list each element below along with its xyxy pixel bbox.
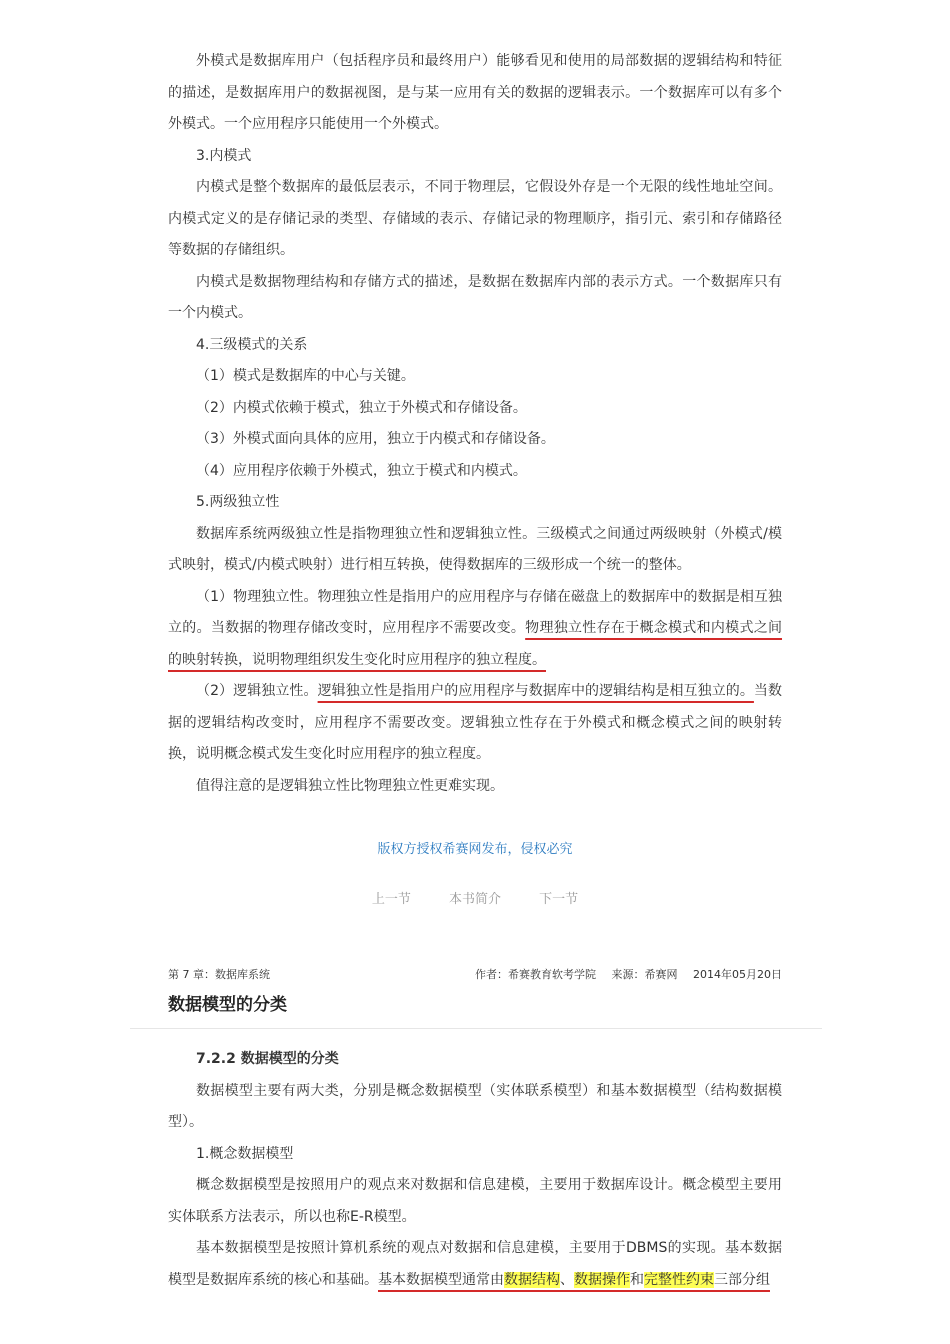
separator-comma: 、 bbox=[560, 1271, 574, 1288]
paragraph-conceptual-model: 概念数据模型是按照用户的观点来对数据和信息建模，主要用于数据库设计。概念模型主要用实体联系方法表示，所以也称E-R模型。 bbox=[168, 1177, 782, 1225]
relation-item-4: （4）应用程序依赖于外模式，独立于模式和内模式。 bbox=[196, 462, 527, 479]
article-body bbox=[168, 46, 782, 802]
title-divider bbox=[130, 1028, 822, 1029]
date-label: 2014年05月20日 bbox=[693, 968, 782, 981]
basic-model-suffix: 三部分组 bbox=[714, 1271, 770, 1288]
separator-and: 和 bbox=[630, 1271, 644, 1288]
paragraph-physical-independence bbox=[168, 582, 782, 677]
highlight-data-structure: 数据结构 bbox=[504, 1271, 560, 1288]
heading-internal-schema: 3.内模式 bbox=[196, 147, 252, 164]
highlight-integrity-constraint: 完整性约束 bbox=[644, 1271, 714, 1288]
highlight-data-operation: 数据操作 bbox=[574, 1271, 630, 1288]
logical-label: （2）逻辑独立性。 bbox=[196, 683, 318, 699]
relation-item-2: （2）内模式依赖于模式，独立于外模式和存储设备。 bbox=[196, 399, 527, 416]
paragraph-model-types: 数据模型主要有两大类，分别是概念数据模型（实体联系模型）和基本数据模型（结构数据模型）。 bbox=[168, 1082, 782, 1130]
relation-item-1: （1）模式是数据库的中心与关键。 bbox=[196, 368, 415, 384]
basic-model-underlined bbox=[378, 1272, 770, 1288]
copyright-notice: 版权方授权希赛网发布，侵权必究 bbox=[377, 842, 573, 857]
physical-text: （1）物理独立性。物理独立性是指用户的应用程序与存储在磁盘上的数据库中的数据是相互独立的。当数据的物理存储改变时，应用程序不需要改变。 bbox=[168, 588, 782, 636]
section-title: 数据模型的分类 bbox=[168, 995, 287, 1015]
prev-section-link[interactable]: 上一节 bbox=[371, 892, 411, 907]
section-subhead: 7.2.2 数据模型的分类 bbox=[196, 1051, 339, 1067]
article-body-2 bbox=[168, 1044, 782, 1296]
heading-independence: 5.两级独立性 bbox=[196, 494, 280, 510]
paragraph-external-schema: 外模式是数据库用户（包括程序员和最终用户）能够看见和使用的局部数据的逻辑结构和特征的描述，是数据库用户的数据视图，是与某一应用有关的数据的逻辑表示。一个数据库可以有多个外模式。一个应用程序只能使用一个外模式。 bbox=[168, 53, 782, 132]
paragraph-note: 值得注意的是逻辑独立性比物理独立性更难实现。 bbox=[196, 777, 504, 794]
basic-model-prefix: 基本数据模型通常由 bbox=[378, 1271, 504, 1288]
paragraph-independence: 数据库系统两级独立性是指物理独立性和逻辑独立性。三级模式之间通过两级映射（外模式/模式映射，模式/内模式映射）进行相互转换，使得数据库的三级形成一个统一的整体。 bbox=[168, 525, 782, 573]
author-label: 作者：希赛教育软考学院 bbox=[475, 968, 596, 981]
paragraph-internal-schema-2: 内模式是数据物理结构和存储方式的描述，是数据在数据库内部的表示方式。一个数据库只有一个内模式。 bbox=[168, 273, 782, 321]
book-intro-link[interactable]: 本书简介 bbox=[448, 892, 501, 907]
relation-item-3: （3）外模式面向具体的应用，独立于内模式和存储设备。 bbox=[196, 431, 555, 447]
paragraph-logical-independence bbox=[168, 676, 782, 771]
source-label: 来源：希赛网 bbox=[611, 968, 678, 981]
basic-model-text: 基本数据模型是按照计算机系统的观点对数据和信息建模，主要用于DBMS的实现。基本数据模型是数据库系统的核心和基础。 bbox=[168, 1240, 782, 1288]
meta-info bbox=[463, 966, 782, 982]
heading-schema-relation: 4.三级模式的关系 bbox=[196, 336, 308, 353]
paragraph-internal-schema-1: 内模式是整个数据库的最低层表示，不同于物理层，它假设外存是一个无限的线性地址空间。内模式定义的是存储记录的类型、存储域的表示、存储记录的物理顺序，指引元、索引和存储路径等数据的存储组织。 bbox=[168, 179, 782, 258]
next-section-link[interactable]: 下一节 bbox=[539, 892, 579, 907]
logical-text: 当数据的逻辑结构改变时，应用程序不需要改变。逻辑独立性存在于外模式和概念模式之间的映射转换，说明概念模式发生变化时应用程序的独立程度。 bbox=[168, 683, 782, 762]
chapter-label: 第 7 章：数据库系统 bbox=[168, 968, 270, 981]
logical-underlined: 逻辑独立性是指用户的应用程序与数据库中的逻辑结构是相互独立的。 bbox=[317, 683, 754, 699]
chapter-navigation bbox=[0, 888, 950, 907]
paragraph-basic-model bbox=[168, 1233, 782, 1296]
physical-underlined: 物理独立性存在于概念模式和内模式之间的映射转换，说明物理组织发生变化时应用程序的独立程度。 bbox=[168, 620, 783, 668]
heading-conceptual-model: 1.概念数据模型 bbox=[196, 1145, 294, 1162]
